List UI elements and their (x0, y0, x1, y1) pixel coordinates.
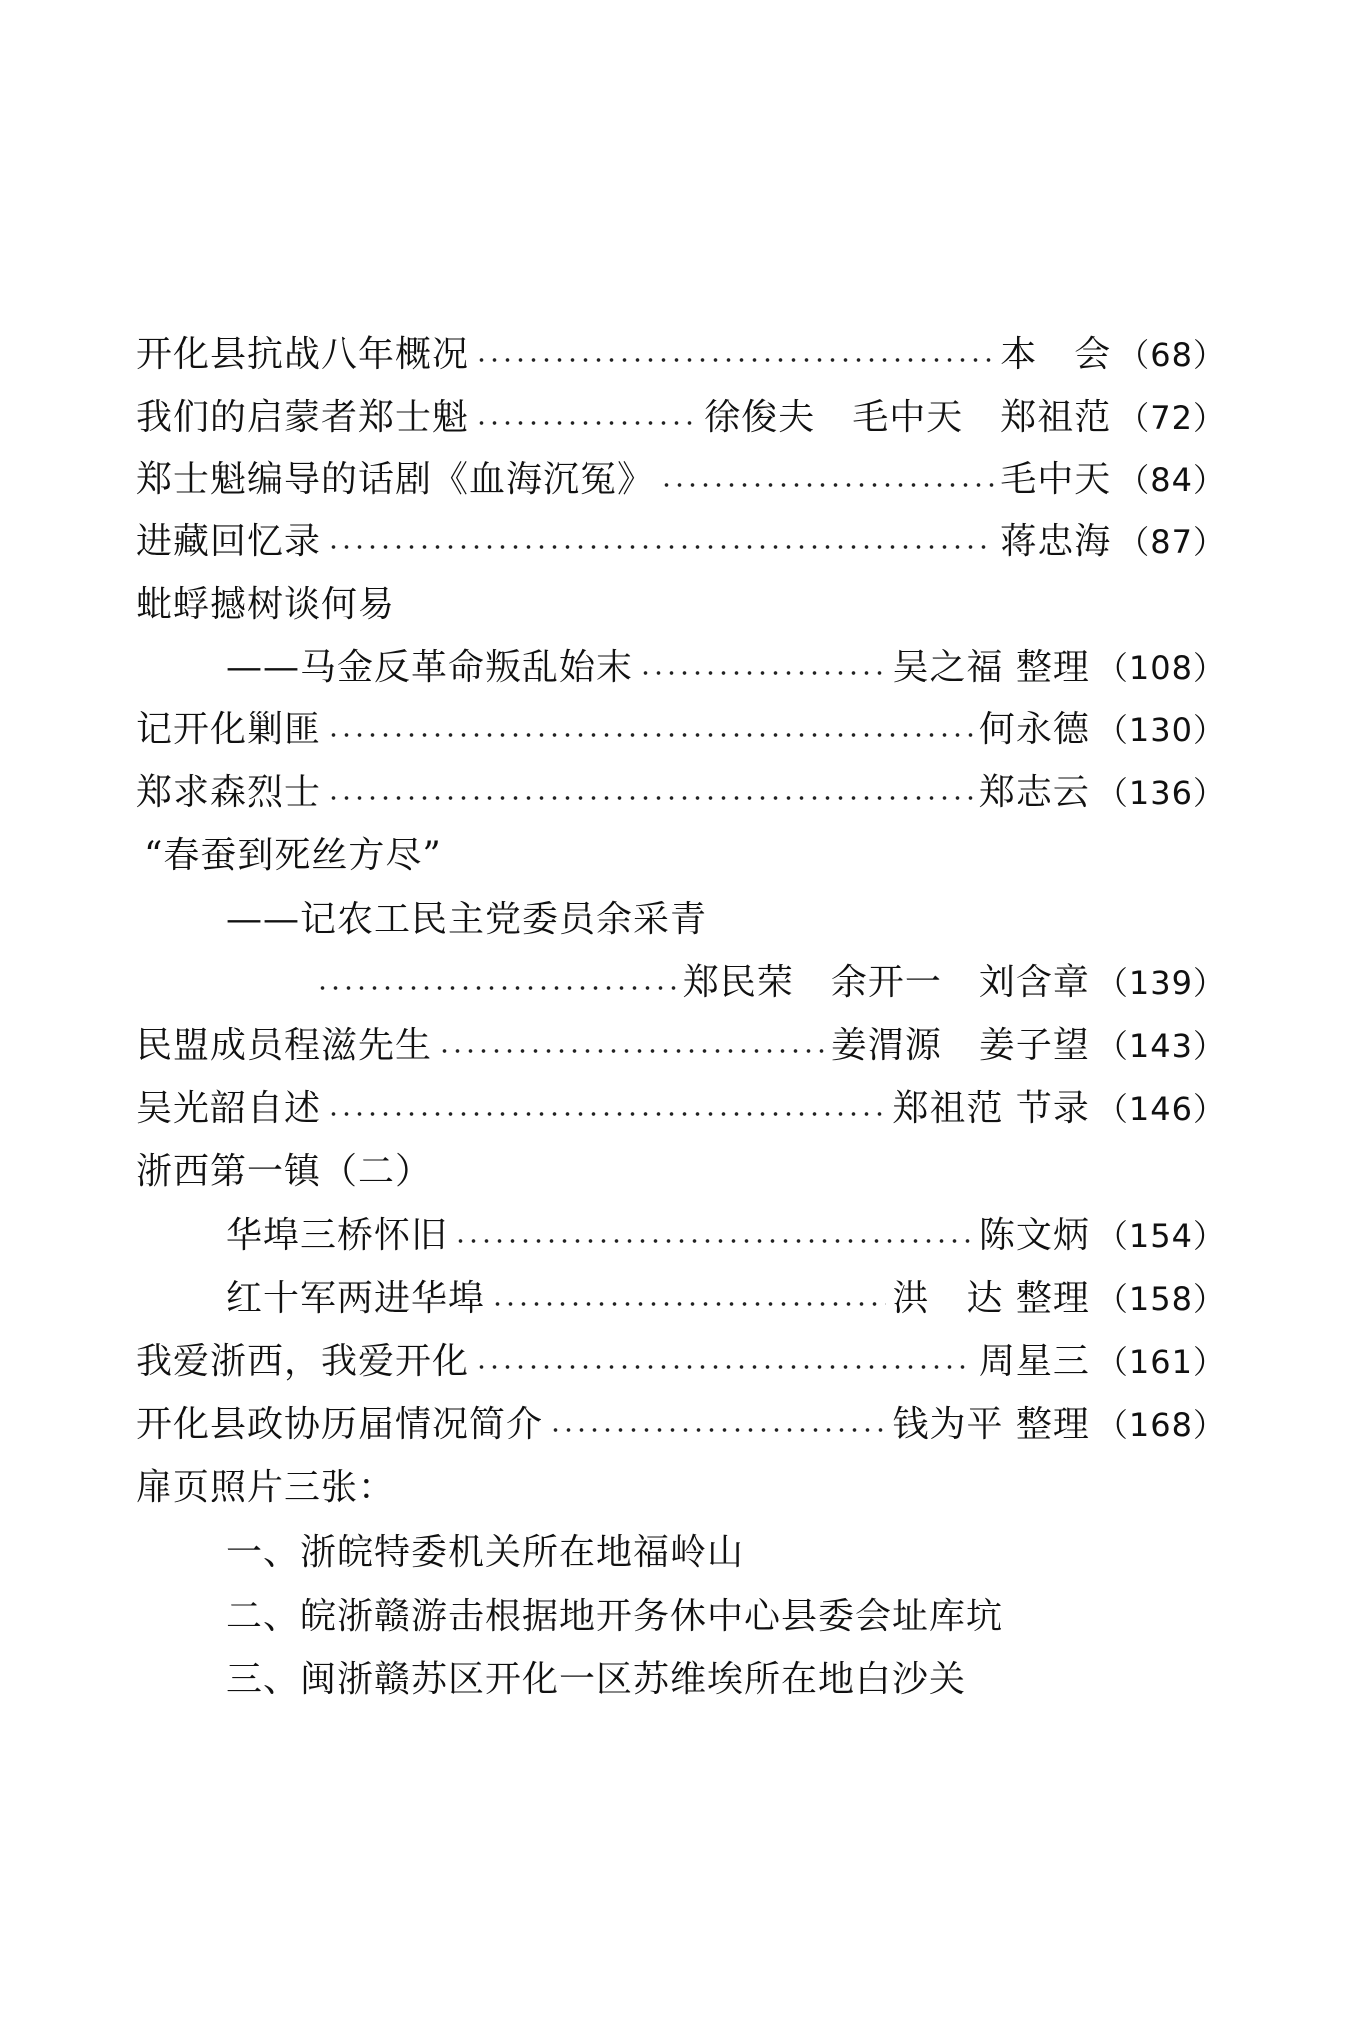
entry-author: 吴之福 整理 (892, 647, 1090, 688)
entry-page: （136） (1095, 774, 1226, 812)
entry-author: 何永德 (978, 709, 1090, 750)
toc-entry (136, 390, 1226, 446)
entry-author: 蒋忠海 (1000, 521, 1112, 562)
entry-page: （168） (1095, 1406, 1226, 1444)
entry-title: 华埠三桥怀旧 (226, 1215, 449, 1256)
leader-dots (316, 986, 677, 990)
entry-page: （130） (1095, 711, 1226, 749)
entry-author: 陈文炳 (978, 1215, 1090, 1256)
entry-subtitle: ——马金反革命叛乱始末 (226, 647, 634, 688)
leader-dots (327, 1112, 886, 1116)
entry-page: （84） (1117, 461, 1226, 499)
entry-title: 开化县抗战八年概况 (136, 334, 470, 375)
toc-entry (136, 1397, 1226, 1453)
entry-author: 钱为平 整理 (892, 1404, 1090, 1445)
photo-caption: 二、皖浙赣游击根据地开务休中心县委会址库坑 (226, 1596, 1004, 1637)
entry-title: 民盟成员程滋先生 (136, 1025, 433, 1066)
entry-author: 郑祖范 节录 (892, 1088, 1090, 1129)
entry-page: （158） (1095, 1280, 1226, 1318)
toc-entry (136, 577, 1226, 633)
toc-entry (136, 514, 1226, 570)
toc-entry (136, 1081, 1226, 1137)
toc-entry (226, 1208, 1226, 1264)
leader-dots (327, 796, 973, 800)
leader-dots (491, 1302, 886, 1306)
entry-title: 记开化剿匪 (136, 709, 322, 750)
entry-subtitle: ——记农工民主党委员余采青 (226, 899, 708, 940)
entry-title: “春蚕到死丝方尽” (144, 835, 442, 876)
entry-page: （68） (1117, 336, 1226, 374)
entry-page: （87） (1117, 523, 1226, 561)
toc-entry (226, 892, 1226, 948)
leader-dots (327, 545, 994, 549)
entry-page: （139） (1095, 964, 1226, 1002)
toc-entry (144, 828, 1234, 884)
entry-title: 我们的启蒙者郑士魁 (136, 397, 470, 438)
photos-heading-text: 扉页照片三张： (136, 1467, 396, 1508)
entry-page: （72） (1117, 399, 1226, 437)
leader-dots (438, 1049, 825, 1053)
entry-author: 周星三 (978, 1341, 1090, 1382)
toc-entry (316, 955, 1226, 1011)
entry-page: （146） (1095, 1090, 1226, 1128)
leader-dots (475, 358, 994, 362)
leader-dots (475, 1365, 973, 1369)
entry-author: 徐俊夫 毛中天 郑祖范 (704, 397, 1112, 438)
entry-title: 红十军两进华埠 (226, 1278, 486, 1319)
leader-dots (327, 733, 973, 737)
entry-title: 开化县政协历届情况简介 (136, 1404, 544, 1445)
photos-heading (136, 1460, 1226, 1516)
entry-author: 郑志云 (978, 772, 1090, 813)
toc-entry (226, 1271, 1226, 1327)
leader-dots (639, 671, 886, 675)
entry-title: 我爱浙西，我爱开化 (136, 1341, 470, 1382)
toc-entry (226, 640, 1226, 696)
leader-dots (454, 1239, 973, 1243)
entry-author: 郑民荣 余开一 刘含章 (682, 962, 1090, 1003)
entry-title: 进藏回忆录 (136, 521, 322, 562)
entry-page: （154） (1095, 1217, 1226, 1255)
entry-title: 吴光韶自述 (136, 1088, 322, 1129)
entry-page: （143） (1095, 1027, 1226, 1065)
toc-entry (136, 452, 1226, 508)
toc-entry (136, 702, 1226, 758)
entry-author: 姜渭源 姜子望 (830, 1025, 1090, 1066)
toc-entry (136, 1334, 1226, 1390)
photo-item (226, 1525, 1226, 1581)
leader-dots (475, 421, 698, 425)
photo-item (226, 1589, 1226, 1645)
leader-dots (549, 1428, 886, 1432)
entry-title: 蚍蜉撼树谈何易 (136, 584, 396, 625)
toc-entry (136, 1144, 1226, 1200)
entry-page: （108） (1095, 649, 1226, 687)
entry-author: 毛中天 (1000, 459, 1112, 500)
photo-item (226, 1652, 1226, 1708)
entry-title: 郑求森烈士 (136, 772, 322, 813)
entry-page: （161） (1095, 1343, 1226, 1381)
toc-entry (136, 1018, 1226, 1074)
photo-caption: 三、闽浙赣苏区开化一区苏维埃所在地白沙关 (226, 1659, 967, 1700)
toc-entry (136, 327, 1226, 383)
entry-title: 郑士魁编导的话剧《血海沉冤》 (136, 459, 655, 500)
entry-author: 本 会 (1000, 334, 1112, 375)
photo-caption: 一、浙皖特委机关所在地福岭山 (226, 1532, 745, 1573)
leader-dots (660, 483, 994, 487)
toc-entry (136, 765, 1226, 821)
entry-title: 浙西第一镇（二） (136, 1151, 433, 1192)
entry-author: 洪 达 整理 (892, 1278, 1090, 1319)
